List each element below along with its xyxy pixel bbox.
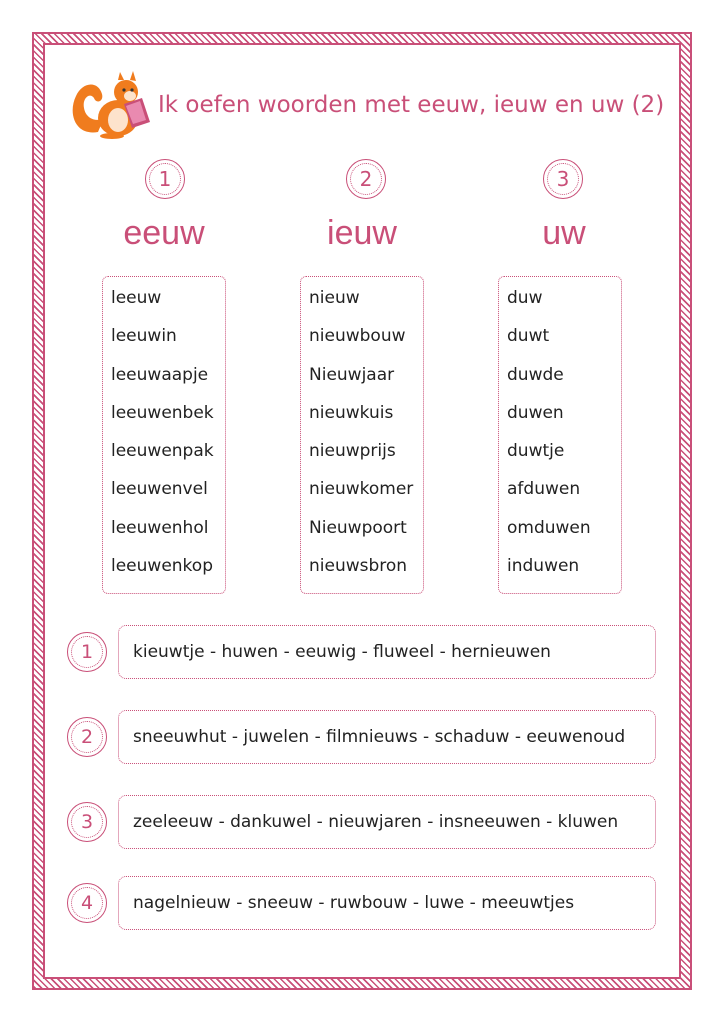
list-item: leeuwaapje [111,364,209,385]
row-number-badge [67,802,107,842]
list-item: duw [507,288,543,308]
list-item: Nieuwjaar [309,364,395,385]
column-heading: eeuw [123,214,205,252]
list-item: duwt [507,326,550,347]
list-item: leeuwenhol [111,517,209,538]
column-number-badge [145,159,185,199]
column-number: 1 [158,167,172,191]
row-number-badge [67,632,107,672]
column-number-badge [346,159,386,199]
page-title: Ik oefen woorden met eeuw, ieuw en uw (2) [158,92,665,118]
word-list-eeuw [102,276,226,594]
word-row [118,876,656,930]
list-item: nieuwprijs [309,441,396,462]
column-number: 2 [359,167,373,191]
list-item: duwen [507,402,564,423]
list-item: leeuwin [111,326,177,347]
list-item: leeuwenpak [111,441,214,462]
list-item: leeuwenbek [111,402,214,423]
word-row [118,795,656,849]
word-row [118,625,656,679]
row-number: 2 [80,726,94,748]
list-item: duwtje [507,441,565,462]
list-item: nieuwkomer [309,479,414,500]
word-list-uw [498,276,622,594]
word-row-text: kieuwtje - huwen - eeuwig - fluweel - hernieuwen [133,642,551,662]
column-heading: uw [542,214,586,252]
list-item: nieuw [309,288,360,308]
list-item: leeuwenvel [111,479,208,500]
column-number: 3 [556,167,570,191]
list-item: afduwen [507,479,581,500]
word-row-text: nagelnieuw - sneeuw - ruwbouw - luwe - meeuwtjes [133,893,575,913]
column-heading: ieuw [327,214,397,252]
word-row-text: zeeleeuw - dankuwel - nieuwjaren - insneeuwen - kluwen [133,812,619,832]
squirrel-reading-icon [68,66,156,140]
list-item: leeuwenkop [111,556,213,577]
list-item: Nieuwpoort [309,517,407,538]
list-item: nieuwkuis [309,402,394,423]
list-item: nieuwsbron [309,556,408,577]
list-item: duwde [507,364,564,385]
row-number: 3 [80,811,94,833]
list-item: leeuw [111,288,162,308]
column-number-badge [543,159,583,199]
row-number-badge [67,717,107,757]
list-item: nieuwbouw [309,326,406,347]
word-row-text: sneeuwhut - juwelen - filmnieuws - schaduw - eeuwenoud [133,727,626,747]
word-list-ieuw [300,276,424,594]
word-row [118,710,656,764]
list-item: omduwen [507,517,591,538]
row-number: 1 [80,641,94,663]
row-number: 4 [80,892,94,914]
row-number-badge [67,883,107,923]
list-item: induwen [507,556,580,577]
